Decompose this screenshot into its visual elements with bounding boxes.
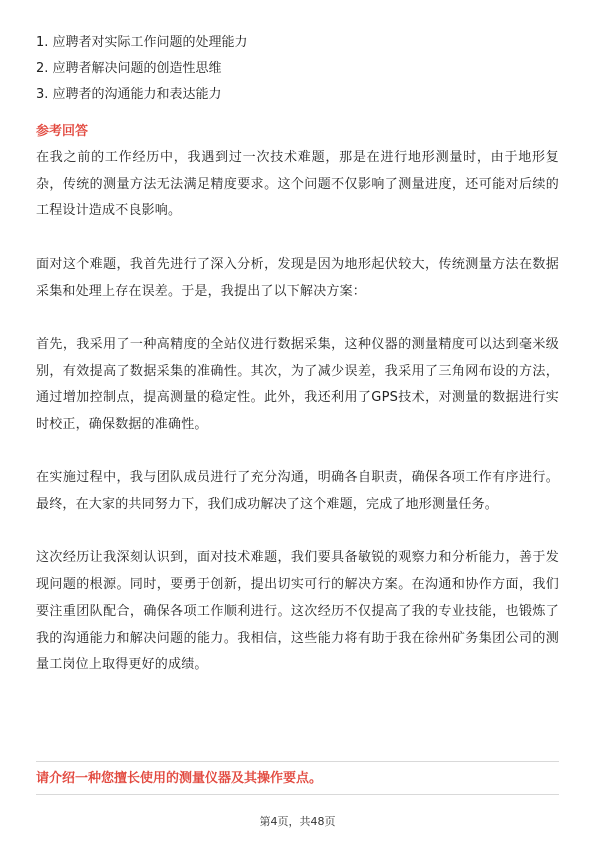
evaluation-criteria-list (36, 30, 556, 108)
answer-paragraph: 首先，我采用了一种高精度的全站仪进行数据采集，这种仪器的测量精度可以达到毫米级别，有效提高了数据采集的准确性。其次，为了减少误差，我采用了三角网布设的方法，通过增加控制点，提高测量的稳定性。此外，我还利用了GPS技术，对测量的数据进行实时校正，确保数据的准确性。 (36, 336, 559, 432)
answer-paragraph: 在我之前的工作经历中，我遇到过一次技术难题，那是在进行地形测量时，由于地形复杂，传统的测量方法无法满足精度要求。这个问题不仅影响了测量进度，还可能对后续的工程设计造成不良影响。 (36, 150, 559, 219)
criteria-item: 3. 应聘者的沟通能力和表达能力 (36, 87, 222, 102)
answer-paragraph: 这次经历让我深刻认识到，面对技术难题，我们要具备敏锐的观察力和分析能力，善于发现问题的根源。同时，要勇于创新，提出切实可行的解决方案。在沟通和协作方面，我们要注重团队配合，确保各项工作顺利进行。这次经历不仅提高了我的专业技能，也锻炼了我的沟通能力和解决问题的能力。我相信，这些能力将有助于我在徐州矿务集团公司的测量工岗位上取得更好的成绩。 (36, 550, 559, 673)
answer-paragraph: 面对这个难题，我首先进行了深入分析，发现是因为地形起伏较大，传统测量方法在数据采集和处理上存在误差。于是，我提出了以下解决方案： (36, 256, 559, 299)
criteria-item: 1. 应聘者对实际工作问题的处理能力 (36, 35, 248, 50)
next-question: 请介绍一种您擅长使用的测量仪器及其操作要点。 (36, 771, 323, 786)
question-divider-top (36, 761, 559, 762)
page-footer: 第4页，共48页 (259, 815, 336, 828)
criteria-item: 2. 应聘者解决问题的创造性思维 (36, 61, 222, 76)
answer-body (36, 145, 559, 679)
question-divider-bottom (36, 794, 559, 795)
answer-heading: 参考回答 (36, 124, 89, 139)
answer-paragraph: 在实施过程中，我与团队成员进行了充分沟通，明确各自职责，确保各项工作有序进行。最终，在大家的共同努力下，我们成功解决了这个难题，完成了地形测量任务。 (36, 470, 559, 513)
